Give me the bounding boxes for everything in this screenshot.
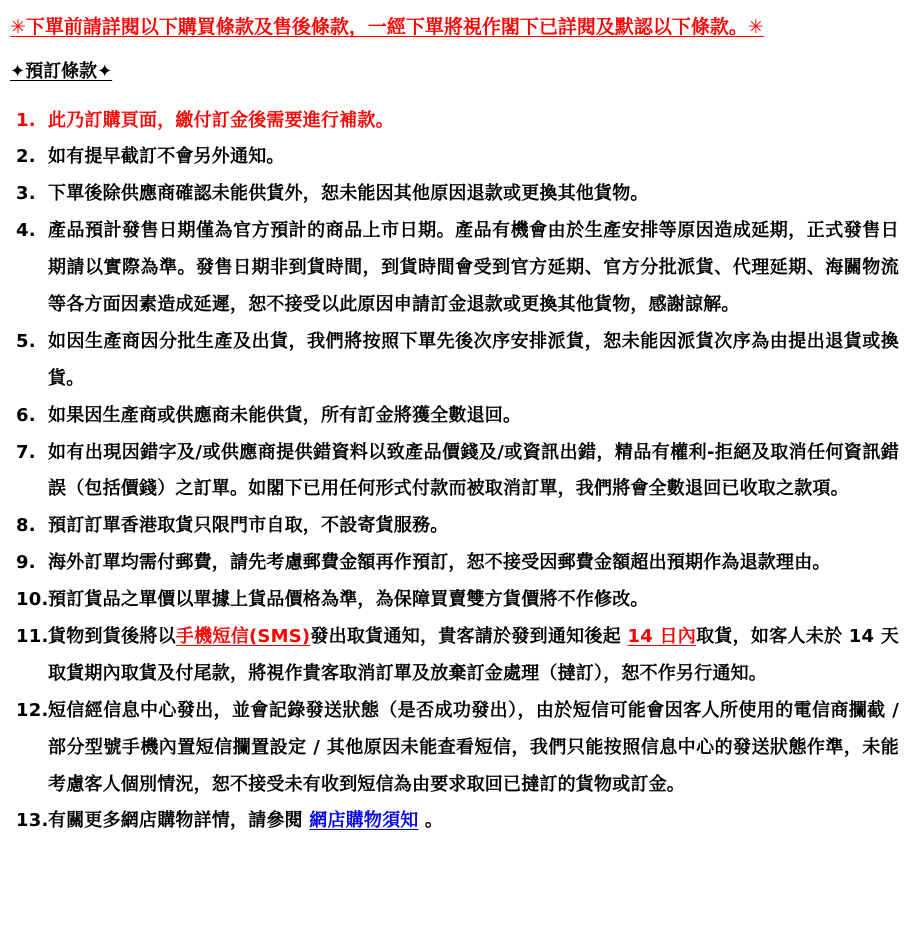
term-number: 9. [16, 552, 36, 574]
term-number: 11. [16, 625, 49, 647]
term-number: 4. [16, 220, 36, 242]
term-item-8 [10, 508, 899, 545]
term-text [48, 700, 899, 795]
term-segment: 如有提早截訂不會另外通知。 [48, 146, 285, 168]
page-title: ✳下單前請詳閱以下購買條款及售後條款，一經下單將視作閣下已詳閱及默認以下條款。✳ [10, 16, 764, 38]
term-segment: 發出取貨通知，貴客請於發到通知後起 [310, 625, 628, 647]
term-number: 2. [16, 146, 36, 168]
term-number: 1. [16, 109, 36, 131]
term-text [48, 810, 443, 831]
term-item-12 [10, 693, 899, 804]
term-text [48, 515, 448, 536]
terms-document [10, 13, 899, 840]
term-segment: 。 [418, 810, 444, 832]
term-segment: 如因生產商因分批生產及出貨，我們將按照下單先後次序安排派貨，恕未能因派貨次序為由提出退貨或換貨。 [48, 330, 899, 389]
term-segment: 有關更多網店購物詳情，請參閱 [48, 810, 310, 832]
term-item-4 [10, 213, 899, 324]
term-text [48, 331, 899, 389]
term-segment: 如果因生產商或供應商未能供貨，所有訂金將獲全數退回。 [48, 404, 522, 426]
term-item-2 [10, 139, 899, 176]
term-item-9 [10, 545, 899, 582]
term-segment: 短信經信息中心發出，並會記錄發送狀態（是否成功發出），由於短信可能會因客人所使用的電信商攔截 / 部分型號手機內置短信攔置設定 / 其他原因未能查看短信，我們只能按照信息中心的發送狀態作準，未能考慮客人個別情況，恕不接受未有收到短信為由要求取回已撻訂的貨物或訂金。 [48, 699, 899, 795]
term-segment: 預訂訂單香港取貨只限門市自取，不設寄貨服務。 [48, 515, 449, 537]
term-segment: 海外訂單均需付郵費，請先考慮郵費金額再作預訂，恕不接受因郵費金額超出預期作為退款理由。 [48, 552, 831, 574]
term-segment: 此乃訂購頁面，繳付訂金後需要進行補款。 [48, 109, 394, 131]
term-item-6 [10, 398, 899, 435]
term-number: 3. [16, 183, 36, 205]
term-number: 7. [16, 441, 36, 463]
term-text [48, 589, 649, 610]
terms-list [10, 103, 899, 841]
term-text [48, 405, 521, 426]
term-highlight: 手機短信(SMS) [175, 625, 311, 647]
term-item-1 [10, 103, 899, 140]
term-item-13 [10, 803, 899, 840]
shop-guide-link[interactable]: 網店購物須知 [309, 810, 419, 832]
term-segment: 產品預計發售日期僅為官方預計的商品上市日期。產品有機會由於生產安排等原因造成延期，正式發售日期請以實際為準。發售日期非到貨時間，到貨時間會受到官方延期、官方分批派貨、代理延期、海關物流等各方面因素造成延遲，恕不接受以此原因申請訂金退款或更換其他貨物，感謝諒解。 [48, 220, 899, 315]
term-item-11 [10, 619, 899, 693]
term-segment: 取貨，如客人未於 14 天取貨期內取貨及付尾款，將視作貴客取消訂單及放棄訂金處理（撻訂），恕不作另行通知。 [48, 625, 899, 684]
term-number: 8. [16, 515, 36, 537]
term-number: 12. [16, 699, 49, 721]
term-highlight: 14 日內 [627, 625, 697, 647]
term-segment: 預訂貨品之單價以單據上貨品價格為準，為保障買賣雙方貨價將不作修改。 [48, 589, 649, 611]
term-number: 10. [16, 589, 49, 611]
term-number: 6. [16, 404, 36, 426]
section-header-preorder-terms: ✦預訂條款✦ [10, 60, 113, 82]
term-item-5 [10, 324, 899, 398]
term-item-3 [10, 176, 899, 213]
term-text [48, 552, 831, 573]
term-segment: 貨物到貨後將以 [48, 625, 176, 647]
section-header-row [10, 58, 899, 103]
term-text [48, 442, 899, 500]
term-item-10 [10, 582, 899, 619]
term-segment: 下單後除供應商確認未能供貨外，恕未能因其他原因退款或更換其他貨物。 [48, 183, 649, 205]
term-text [48, 220, 899, 315]
term-item-7 [10, 435, 899, 509]
term-text [48, 110, 394, 131]
term-number: 13. [16, 810, 49, 832]
term-number: 5. [16, 330, 36, 352]
term-text [48, 626, 899, 684]
term-text [48, 183, 649, 204]
term-text [48, 146, 285, 167]
term-segment: 如有出現因錯字及/或供應商提供錯資料以致產品價錢及/或資訊出錯，精品有權利-拒絕及取消任何資訊錯誤（包括價錢）之訂單。如閣下已用任何形式付款而被取消訂單，我們將會全數退回已收取之款項。 [48, 441, 899, 500]
